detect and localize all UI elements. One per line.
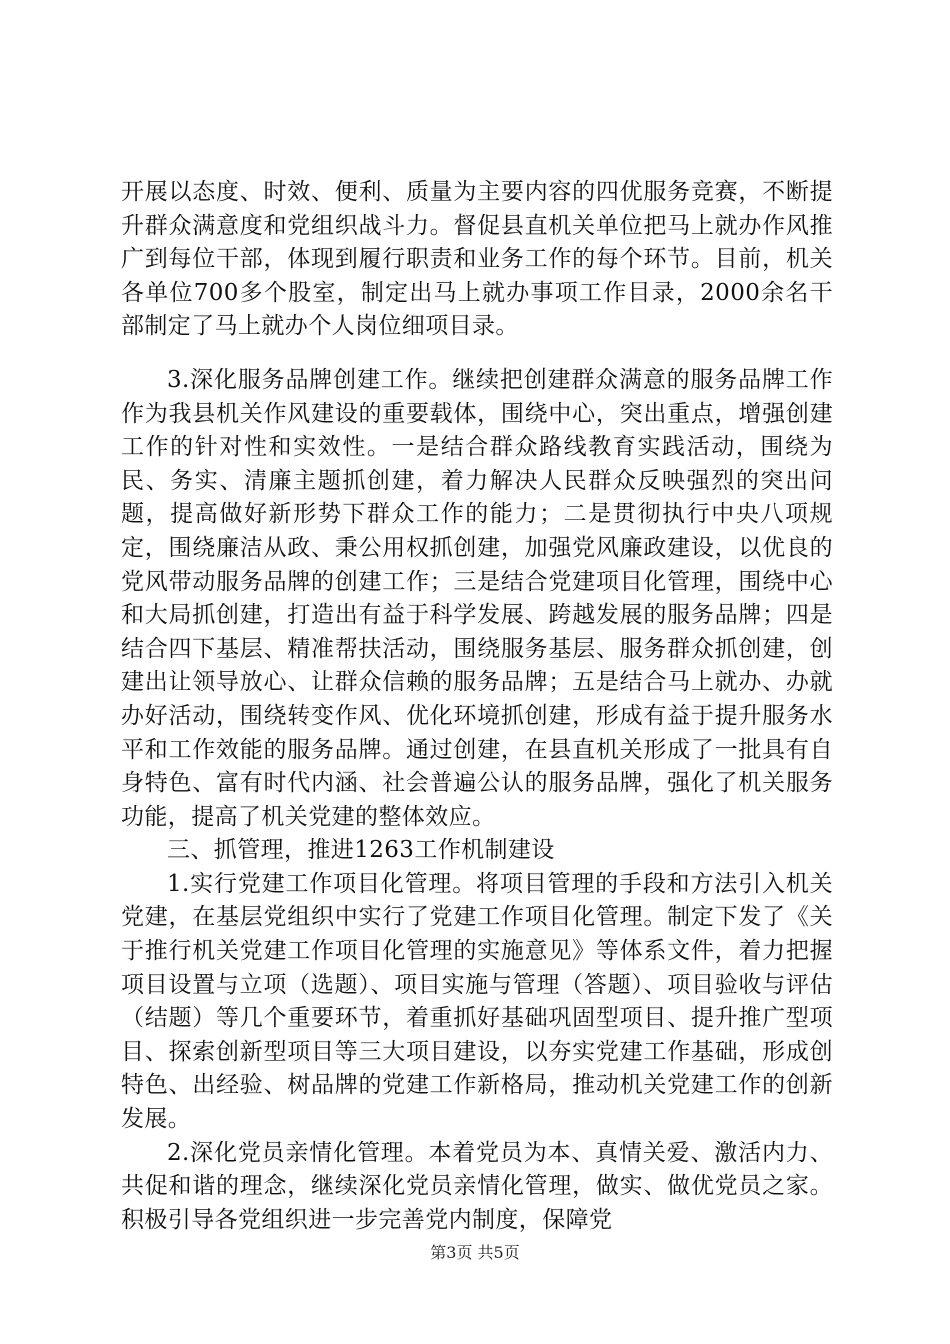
- section-heading-management: 三、抓管理，推进1263工作机制建设: [167, 837, 555, 864]
- paragraph-service-brand: 3.深化服务品牌创建工作。继续把创建群众满意的服务品牌工作作为我县机关作风建设的重要载体，围绕中心，突出重点，增强创建工作的针对性和实效性。一是结合群众路线教育实践活动，围绕为民、务实、清廉主题抓创建，着力解决人民群众反映强烈的突出问题，提高做好新形势下群众工作的能力；二是贯彻执行中央八项规定，围绕廉洁从政、秉公用权抓创建，加强党风廉政建设，以优良的党风带动服务品牌的创建工作；三是结合党建项目化管理，围绕中心和大局抓创建，打造出有益于科学发展、跨越发展的服务品牌；四是结合四下基层、精准帮扶活动，围绕服务基层、服务群众抓创建，创建出让领导放心、让群众信赖的服务品牌；五是结合马上就办、办就办好活动，围绕转变作风、优化环境抓创建，形成有益于提升服务水平和工作效能的服务品牌。通过创建，在县直机关形成了一批具有自身特色、富有时代内涵、社会普遍公认的服务品牌，强化了机关服务功能，提高了机关党建的整体效应。: [121, 366, 833, 830]
- paragraph-continuation: 开展以态度、时效、便利、质量为主要内容的四优服务竞赛，不断提升群众满意度和党组织战斗力。督促县直机关单位把马上就办作风推广到每位干部，体现到履行职责和业务工作的每个环节。目前，机关各单位700多个股室，制定出马上就办事项工作目录，2000余名干部制定了马上就办个人岗位细项目录。: [121, 179, 833, 340]
- paragraph-member-management: 2.深化党员亲情化管理。本着党员为本、真情关爱、激活内力、共促和谐的理念，继续深化党员亲情化管理，做实、做优党员之家。积极引导各党组织进一步完善党内制度，保障党: [121, 1139, 833, 1233]
- page-footer: 第3页 共5页: [430, 1243, 520, 1262]
- document-body: [121, 176, 833, 1237]
- paragraph-project-management: 1.实行党建工作项目化管理。将项目管理的手段和方法引入机关党建，在基层党组织中实行了党建工作项目化管理。制定下发了《关于推行机关党建工作项目化管理的实施意见》等体系文件，着力把握项目设置与立项（选题）、项目实施与管理（答题）、项目验收与评估（结题）等几个重要环节，着重抓好基础巩固型项目、提升推广型项目、探索创新型项目等三大项目建设，以夯实党建工作基础，形成创特色、出经验、树品牌的党建工作新格局，推动机关党建工作的创新发展。: [121, 870, 833, 1133]
